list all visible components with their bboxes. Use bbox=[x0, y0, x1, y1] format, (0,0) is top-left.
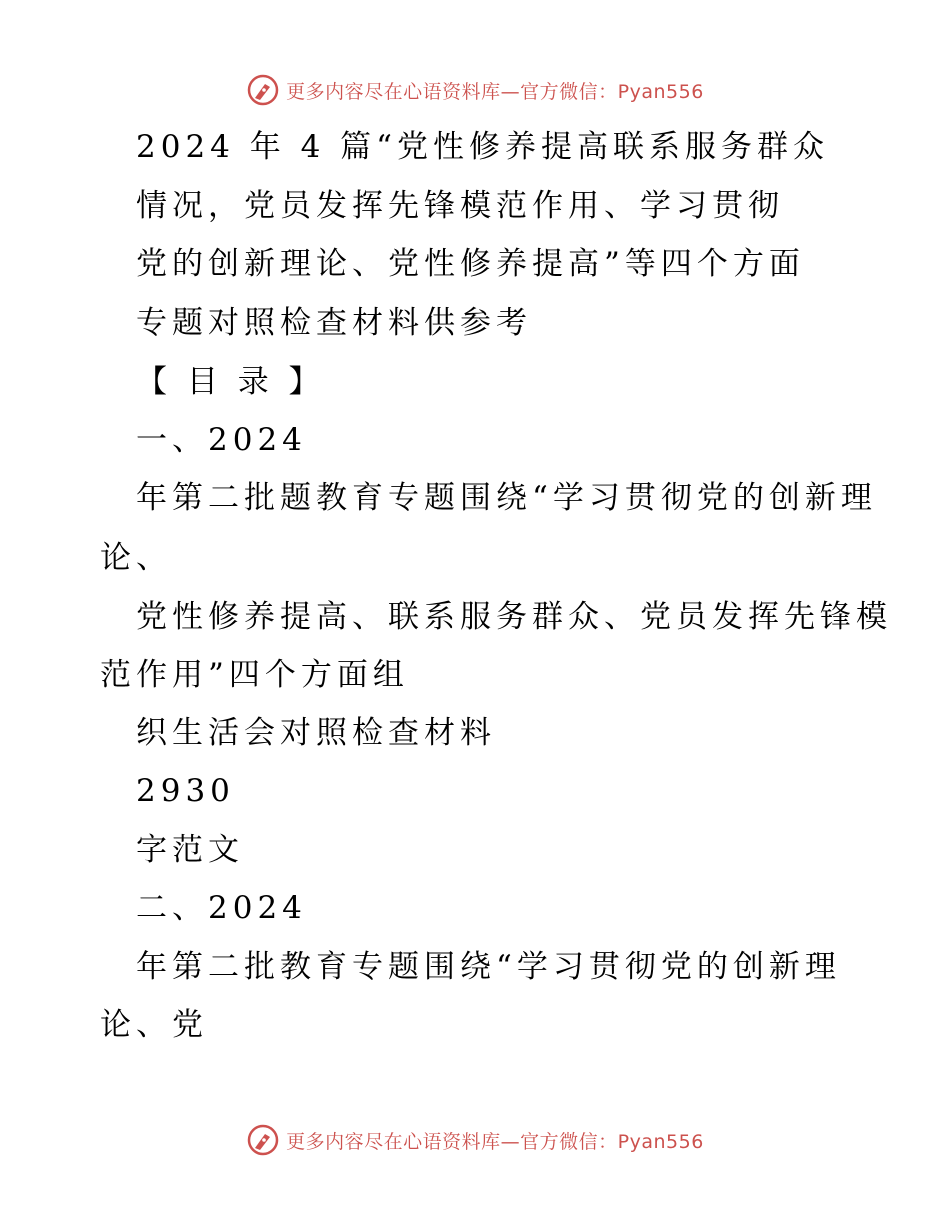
header-watermark bbox=[0, 70, 950, 110]
title-line-2: 情况，党员发挥先锋模范作用、学习贯彻 bbox=[136, 188, 784, 224]
toc-item-2-line-1: 年第二批教育专题围绕“学习贯彻党的创新理 bbox=[136, 949, 841, 985]
toc-item-1-line-1: 年第二批题教育专题围绕“学习贯彻党的创新理 bbox=[136, 480, 877, 516]
watermark-text: 更多内容尽在心语资料库—官方微信：Pyan556 bbox=[286, 80, 704, 103]
pen-nib-logo-icon bbox=[246, 73, 280, 107]
toc-item-2-number: 二、2024 bbox=[136, 890, 307, 926]
toc-item-1-line-4: 范作用”四个方面组 bbox=[100, 657, 409, 693]
watermark-text: 更多内容尽在心语资料库—官方微信：Pyan556 bbox=[286, 1130, 704, 1153]
pen-nib-logo-icon bbox=[246, 1123, 280, 1157]
title-line-4: 专题对照检查材料供参考 bbox=[136, 305, 532, 341]
toc-heading: 【 目 录 】 bbox=[136, 364, 325, 400]
title-line-3: 党的创新理论、党性修养提高”等四个方面 bbox=[136, 246, 805, 282]
toc-item-1-number: 一、2024 bbox=[136, 422, 307, 458]
toc-item-1-line-5: 织生活会对照检查材料 bbox=[136, 715, 496, 751]
title-line-1: 2024 年 4 篇“党性修养提高联系服务群众 bbox=[136, 129, 830, 165]
toc-item-1-line-3: 党性修养提高、联系服务群众、党员发挥先锋模 bbox=[136, 599, 892, 635]
toc-item-1-line-6: 字范文 bbox=[136, 832, 244, 868]
footer-watermark bbox=[0, 1120, 950, 1160]
toc-item-1-line-2: 论、 bbox=[100, 540, 172, 576]
toc-item-2-line-2: 论、党 bbox=[100, 1007, 208, 1043]
toc-item-1-wordcount: 2930 bbox=[136, 773, 235, 809]
